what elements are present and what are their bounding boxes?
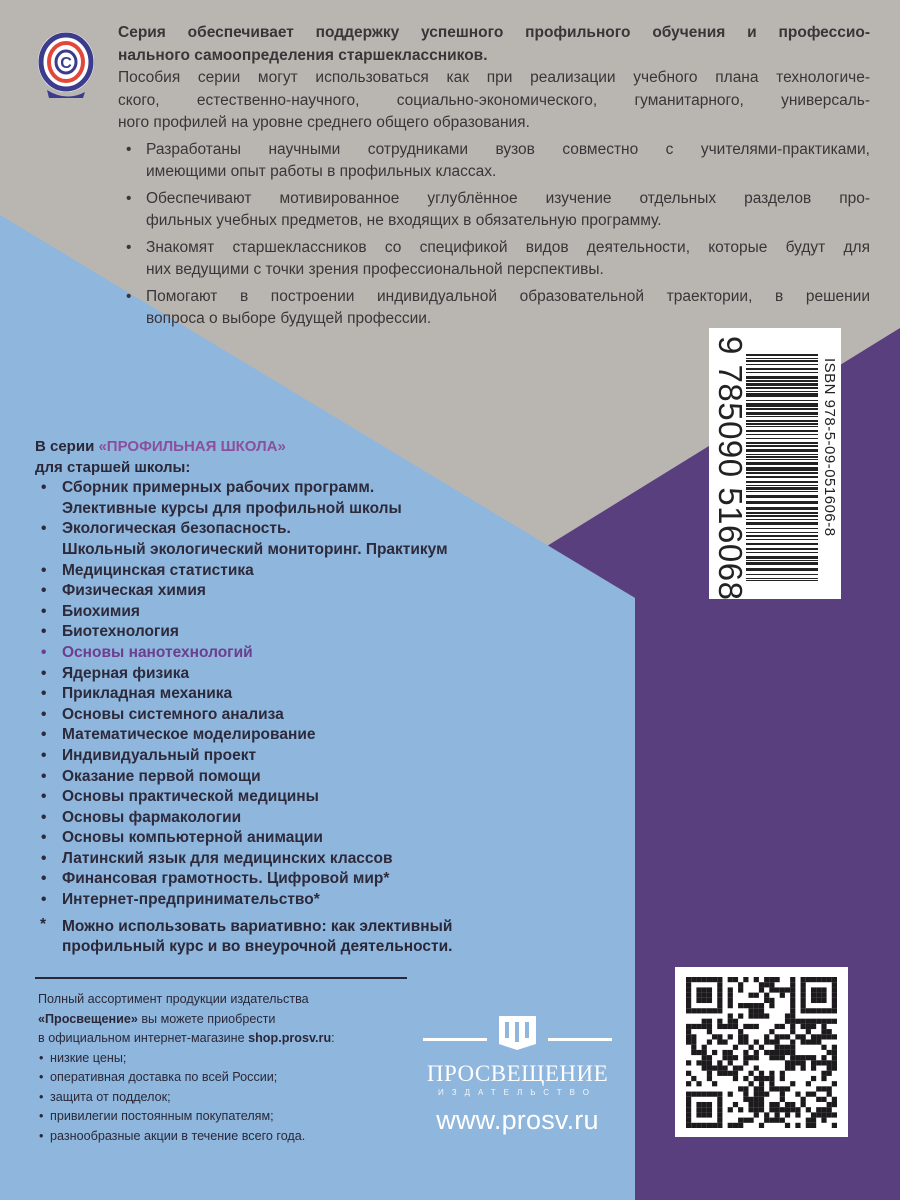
benefit-text: привилегии постоянным покупателям; (50, 1109, 274, 1123)
series-item-line: Биотехнология (62, 623, 179, 641)
series-logo-icon (33, 28, 99, 104)
series-item (35, 602, 452, 623)
benefit-text: разнообразные акции в течение всего года. (50, 1128, 306, 1143)
bullet-icon: • (41, 520, 47, 538)
barcode-bars (746, 354, 818, 584)
barcode-bar (746, 364, 818, 365)
publisher-emblem-icon (415, 1010, 620, 1052)
series-item (35, 581, 452, 602)
text-line: Пособия серии могут использоваться как при реализации учебного плана технологиче- (118, 69, 870, 86)
bullet-icon: • (126, 189, 132, 207)
series-item (35, 808, 452, 829)
series-heading (35, 437, 452, 458)
bullet-icon: • (41, 643, 47, 661)
barcode-bar (746, 456, 818, 458)
series-item-line: Физическая химия (62, 582, 206, 600)
text-line: фильных учебных предметов, не входящих в обязательную программу. (146, 212, 662, 229)
shop-link[interactable]: shop.prosv.ru (248, 1031, 332, 1045)
text-line: вопроса о выборе будущей профессии. (146, 310, 432, 327)
series-item (35, 478, 452, 519)
series-item-line: Интернет-предпринимательство* (62, 891, 320, 909)
barcode-bar (746, 462, 818, 465)
barcode-bar (746, 501, 818, 504)
barcode-bar (746, 376, 818, 379)
barcode-bar (746, 380, 818, 382)
barcode-bar (746, 535, 818, 537)
barcode-bar (746, 420, 818, 422)
series-item (35, 664, 452, 685)
barcode-bar (746, 426, 818, 427)
benefit-text: оперативная доставка по всей России; (50, 1070, 278, 1084)
bullet-icon: • (41, 849, 47, 867)
shop-brand: «Просвещение» (38, 1011, 138, 1026)
text-line: ного профилей на уровне среднего общего образования. (118, 114, 530, 131)
series-item (35, 561, 452, 582)
barcode-bar (746, 522, 818, 525)
barcode-bar (746, 487, 818, 490)
barcode-bar (746, 568, 818, 571)
barcode-bar (746, 403, 818, 407)
series-item (35, 849, 452, 870)
svg-text:C: C (60, 55, 72, 72)
isbn-barcode (709, 328, 841, 599)
bullet-icon: • (39, 1109, 44, 1123)
intro-lead (118, 22, 870, 67)
series-subtitle: для старшей школы: (35, 458, 191, 476)
bullet-icon: • (41, 726, 47, 744)
series-item (35, 828, 452, 849)
barcode-bar (746, 515, 818, 517)
bullet-icon: • (41, 808, 47, 826)
series-item-line: Медицинская статистика (62, 561, 254, 579)
series-list-block (35, 437, 452, 958)
bullet-icon: • (41, 829, 47, 847)
publisher-logo (415, 1010, 620, 1136)
series-item-line: Основы фармакологии (62, 808, 242, 826)
divider (35, 977, 407, 979)
footnote-line: Можно использовать вариативно: как элективный (62, 917, 453, 935)
shop-text: Полный ассортимент продукции издательства (38, 992, 309, 1006)
barcode-bar (746, 539, 818, 540)
barcode-bar (746, 445, 818, 447)
benefit-item (38, 1068, 335, 1088)
intro-paragraph (118, 67, 870, 135)
barcode-bar (746, 580, 818, 581)
barcode-bar (746, 528, 818, 529)
series-item (35, 890, 452, 911)
series-item (35, 622, 452, 643)
publisher-url[interactable]: www.prosv.ru (436, 1105, 599, 1135)
benefit-item (38, 1127, 335, 1147)
text-line: нального самоопределения старшеклассников. (118, 46, 488, 64)
barcode-bar (746, 491, 818, 492)
bullet-icon: • (41, 685, 47, 703)
text-line: них ведущими с точки зрения профессиональной перспективы. (146, 261, 604, 278)
barcode-bar (746, 423, 818, 425)
barcode-bar (746, 412, 818, 415)
footnote-line: профильный курс и во внеурочной деятельности. (62, 938, 453, 956)
bullet-icon: • (41, 705, 47, 723)
series-item (35, 746, 452, 767)
bullet-icon: • (39, 1050, 44, 1065)
barcode-bar (746, 360, 818, 362)
barcode-bar (746, 481, 818, 483)
series-item-line: Элективные курсы для профильной школы (62, 499, 402, 517)
publisher-name: ПРОСВЕЩЕНИЕ (426, 1061, 609, 1086)
barcode-bar (746, 459, 818, 460)
isbn-label: ISBN 978-5-09-051606-8 (821, 358, 838, 537)
barcode-bar (746, 416, 818, 417)
barcode-bar (746, 368, 818, 370)
intro-bullet (118, 237, 870, 282)
barcode-bar (746, 454, 818, 455)
bullet-icon: • (41, 870, 47, 888)
text-line: Обеспечивают мотивированное углублённое изучение отдельных разделов про- (146, 189, 870, 207)
bullet-icon: • (41, 602, 47, 620)
series-item-line: Экологическая безопасность. (62, 520, 291, 538)
text-line: Разработаны научными сотрудниками вузов совместно с учителями-практиками, (146, 140, 870, 158)
series-item-line: Основы практической медицины (62, 788, 319, 806)
bullet-icon: • (39, 1089, 44, 1104)
intro-bullet (118, 139, 870, 184)
series-item (35, 643, 452, 664)
series-item-line: Математическое моделирование (62, 726, 316, 744)
barcode-bar (746, 574, 818, 575)
barcode-bar (746, 476, 818, 478)
barcode-bar (746, 467, 818, 471)
barcode-bar (746, 543, 818, 545)
series-item-line: Основы нанотехнологий (62, 643, 253, 661)
barcode-bar (746, 472, 818, 474)
barcode-bar (746, 512, 818, 514)
barcode-bar (746, 408, 818, 410)
bullet-icon: • (41, 479, 47, 497)
barcode-bar (746, 519, 818, 520)
bullet-icon: • (126, 238, 132, 256)
series-item-line: Финансовая грамотность. Цифровой мир* (62, 870, 390, 888)
barcode-bar (746, 532, 818, 533)
benefit-text: низкие цены; (50, 1050, 127, 1065)
barcode-bar (746, 400, 818, 401)
series-item (35, 519, 452, 560)
bullet-icon: • (41, 664, 47, 682)
barcode-bar (746, 562, 818, 565)
series-item (35, 684, 452, 705)
barcode-bar (746, 372, 818, 373)
series-item (35, 725, 452, 746)
barcode-bar (746, 383, 818, 386)
ean-number: 9 785090 516068 (712, 336, 749, 601)
bullet-icon: • (126, 287, 132, 305)
bullet-icon: • (41, 891, 47, 909)
text-line: ского, естественно-научного, социально-экономического, гуманитарного, универсаль- (118, 91, 870, 109)
intro-bullet (118, 188, 870, 233)
barcode-bar (746, 548, 818, 550)
barcode-bar (746, 495, 818, 498)
series-item-line: Прикладная механика (62, 685, 233, 703)
series-items (35, 478, 452, 910)
series-item (35, 705, 452, 726)
series-item-line: Биохимия (62, 602, 140, 620)
bullet-icon: • (41, 623, 47, 641)
series-item-line: Основы компьютерной анимации (62, 829, 323, 847)
shop-info (38, 990, 335, 1146)
series-item (35, 787, 452, 808)
shop-text: в официальном интернет-магазине (38, 1031, 249, 1045)
barcode-bar (746, 387, 818, 389)
series-item-line: Ядерная физика (62, 664, 190, 682)
series-name: «ПРОФИЛЬНАЯ ШКОЛА» (98, 438, 286, 455)
bullet-icon: • (41, 582, 47, 600)
series-description (118, 22, 870, 331)
barcode-bar (746, 430, 818, 432)
bullet-icon: • (41, 746, 47, 764)
text-line: Помогают в построении индивидуальной образовательной траектории, в решении (146, 287, 870, 305)
barcode-bar (746, 552, 818, 553)
series-prefix: В серии (35, 438, 99, 455)
series-item-line: Оказание первой помощи (62, 767, 261, 785)
footnote-mark: * (40, 915, 47, 933)
series-item-line: Латинский язык для медицинских классов (62, 849, 393, 867)
bullet-icon: • (41, 788, 47, 806)
barcode-bar (746, 358, 818, 359)
barcode-bar (746, 507, 818, 510)
shop-text: : (331, 1031, 335, 1045)
bullet-icon: • (39, 1070, 44, 1084)
barcode-bar (746, 393, 818, 397)
barcode-bar (746, 434, 818, 435)
text-line: Серия обеспечивает поддержку успешного профильного обучения и профессио- (118, 24, 870, 41)
text-line: Знакомят старшеклассников со спецификой видов деятельности, которые будут для (146, 238, 870, 256)
footnote (35, 917, 452, 958)
text-line: имеющими опыт работы в профильных классах. (146, 163, 497, 180)
barcode-bar (746, 442, 818, 444)
series-item-line: Школьный экологический мониторинг. Практикум (62, 540, 448, 558)
series-item (35, 869, 452, 890)
qr-code[interactable] (675, 967, 848, 1137)
bullet-icon: • (126, 140, 132, 158)
bullet-icon: • (41, 767, 47, 785)
intro-bullets (118, 139, 870, 331)
benefit-item (38, 1107, 335, 1127)
barcode-bar (746, 485, 818, 486)
series-item-line: Сборник примерных рабочих программ. (62, 479, 375, 497)
intro-bullet (118, 286, 870, 331)
shop-benefits (38, 1049, 335, 1147)
benefit-item (38, 1049, 335, 1069)
barcode-bar (746, 560, 818, 561)
bullet-icon: • (39, 1128, 44, 1143)
benefit-text: защита от подделок; (50, 1089, 171, 1104)
barcode-bar (746, 391, 818, 392)
shop-text: вы можете приобрести (137, 1011, 276, 1026)
series-item (35, 767, 452, 788)
barcode-bar (746, 449, 818, 452)
series-item-line: Индивидуальный проект (62, 746, 257, 764)
qr-code-icon (686, 977, 837, 1128)
barcode-bar (746, 438, 818, 439)
series-item-line: Основы системного анализа (62, 705, 284, 723)
publisher-subtitle: ИЗДАТЕЛЬСТВО (438, 1088, 597, 1097)
bullet-icon: • (41, 561, 47, 579)
benefit-item (38, 1088, 335, 1108)
barcode-bar (746, 578, 818, 579)
barcode-bar (746, 556, 818, 559)
barcode-bar (746, 354, 818, 356)
